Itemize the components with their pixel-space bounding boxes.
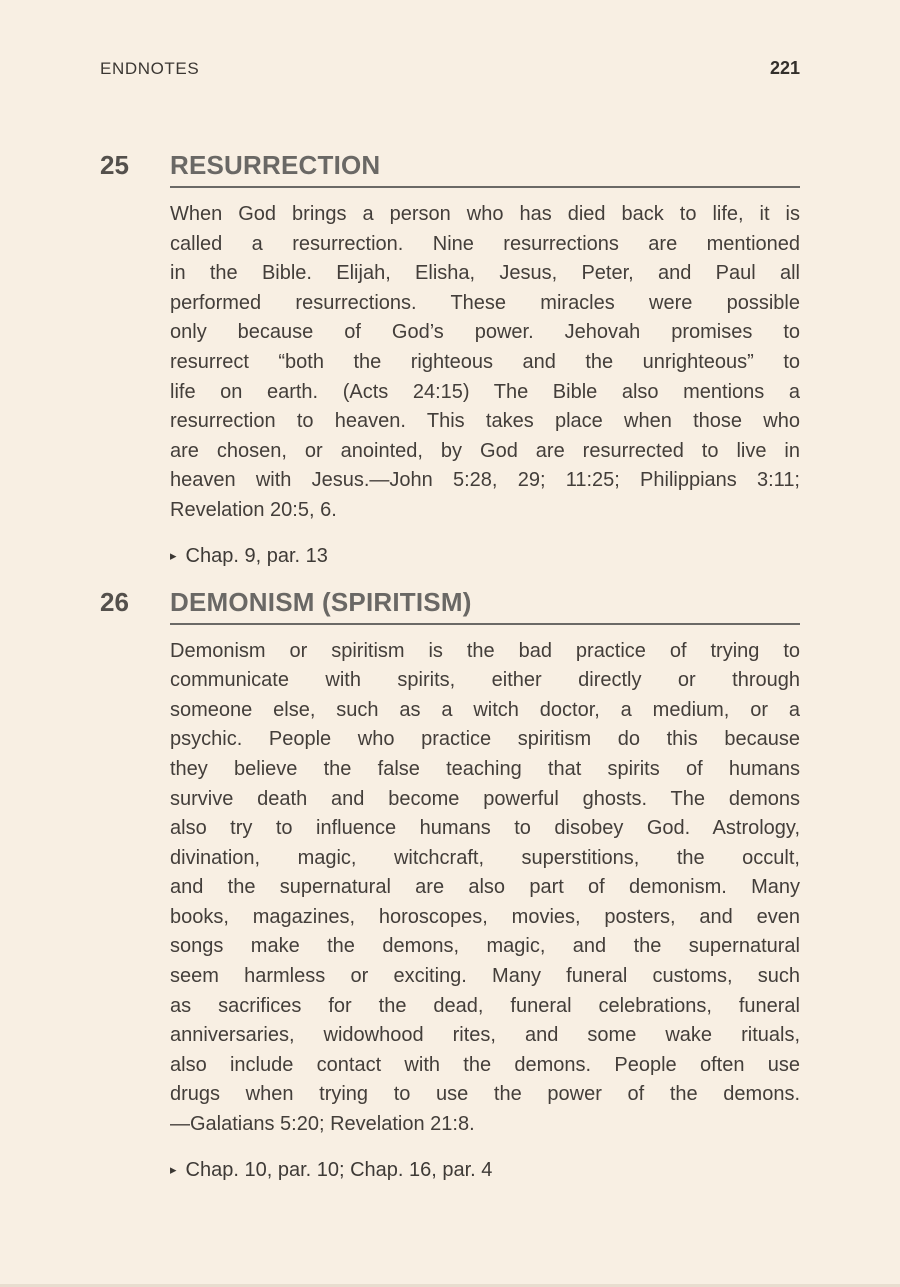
paragraph-line: —Galatians 5:20; Revelation 21:8. [170, 1113, 475, 1136]
paragraph-line: psychic. People who practice spiritism do this because [170, 728, 800, 751]
paragraph-line: and the supernatural are also part of demonism. Many [170, 876, 800, 899]
page-number: 221 [769, 58, 800, 78]
section-number: 25 [100, 150, 129, 180]
paragraph-line: heaven with Jesus.—John 5:28, 29; 11:25; Philippians 3:11; [170, 469, 800, 492]
paragraph-line: songs make the demons, magic, and the supernatural [170, 935, 800, 958]
paragraph-line: survive death and become powerful ghosts. The demons [170, 787, 800, 810]
paragraph-line: as sacrifices for the dead, funeral celebrations, funeral [170, 994, 800, 1017]
paragraph-line: resurrect “both the righteous and the unrighteous” to [170, 350, 800, 373]
paragraph-line: they believe the false teaching that spirits of humans [170, 757, 800, 780]
triangle-bullet-icon: ▸ [170, 1161, 177, 1177]
paragraph-line: divination, magic, witchcraft, superstitions, the occult, [170, 846, 800, 869]
running-header-title: ENDNOTES [100, 59, 200, 78]
section-heading-row [100, 587, 800, 625]
reference-text: Chap. 10, par. 10; Chap. 16, par. 4 [185, 1158, 493, 1181]
paragraph-line: someone else, such as a witch doctor, a medium, or a [170, 698, 800, 721]
triangle-bullet-icon: ▸ [170, 547, 177, 563]
paragraph-line: are chosen, or anointed, by God are resurrected to live in [170, 439, 800, 462]
paragraph-line: drugs when trying to use the power of the demons. [170, 1083, 800, 1106]
paragraph-line: Demonism or spiritism is the bad practice of trying to [170, 639, 800, 662]
paragraph-line: resurrection to heaven. This takes place when those who [170, 410, 800, 433]
section-body [170, 200, 800, 571]
page-content [100, 150, 800, 1185]
chapter-reference [170, 1155, 800, 1185]
paragraph-line: seem harmless or exciting. Many funeral customs, such [170, 965, 800, 988]
section-paragraph [170, 637, 800, 1140]
paragraph-line: only because of God’s power. Jehovah promises to [170, 321, 800, 344]
paragraph-line: also include contact with the demons. People often use [170, 1053, 800, 1076]
running-header [100, 58, 800, 79]
section-heading-row [100, 150, 800, 188]
reference-text: Chap. 9, par. 13 [185, 544, 328, 567]
paragraph-line: When God brings a person who has died back to life, it is [170, 203, 800, 225]
endnote-section-25 [100, 150, 800, 571]
paragraph-line: anniversaries, widowhood rites, and some wake rituals, [170, 1024, 800, 1047]
chapter-reference [170, 541, 800, 571]
paragraph-line: performed resurrections. These miracles were possible [170, 291, 800, 314]
section-body [170, 637, 800, 1185]
section-title: RESURRECTION [170, 150, 800, 188]
endnote-section-26 [100, 587, 800, 1185]
paragraph-line: also try to influence humans to disobey God. Astrology, [170, 817, 800, 840]
paragraph-line: life on earth. (Acts 24:15) The Bible also mentions a [170, 380, 800, 403]
paragraph-line: in the Bible. Elijah, Elisha, Jesus, Peter, and Paul all [170, 262, 800, 285]
paragraph-line: communicate with spirits, either directly or through [170, 669, 800, 692]
paragraph-line: books, magazines, horoscopes, movies, posters, and even [170, 905, 800, 928]
paragraph-line: called a resurrection. Nine resurrections are mentioned [170, 232, 800, 255]
section-title: DEMONISM (SPIRITISM) [170, 587, 800, 625]
section-paragraph [170, 200, 800, 526]
section-number: 26 [100, 586, 129, 617]
paragraph-line: Revelation 20:5, 6. [170, 498, 337, 521]
